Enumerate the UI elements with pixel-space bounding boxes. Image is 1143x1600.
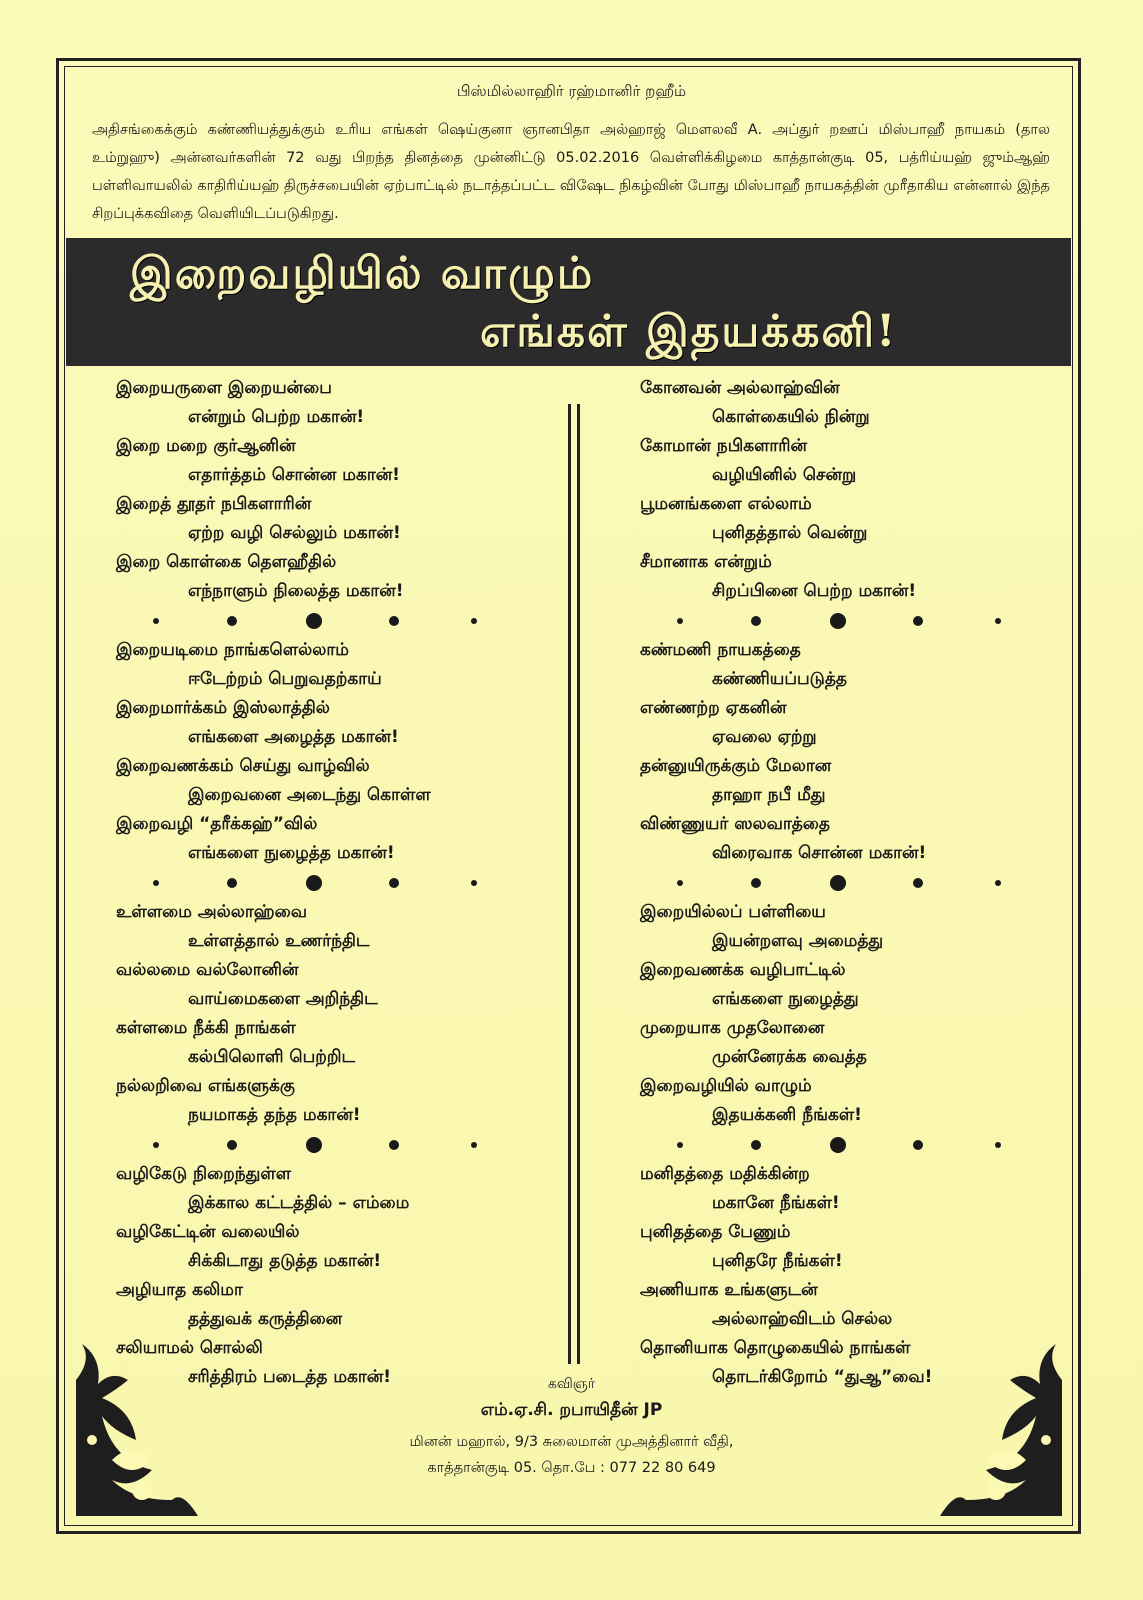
poem-line: புனிதத்தை பேணும்: [640, 1222, 791, 1242]
separator-dot: [995, 1142, 1001, 1148]
separator-dot: [153, 880, 159, 886]
stanza-separator: [640, 868, 1060, 898]
poem-line: இறையில்லப் பள்ளியை: [640, 902, 826, 922]
poem-line: கொள்கையில் நின்று: [712, 407, 870, 427]
poem-line: நயமாகத் தந்த மகான்!: [188, 1105, 361, 1125]
separator-dot: [677, 880, 683, 886]
separator-dot: [995, 618, 1001, 624]
poem-line: தத்துவக் கருத்தினை: [188, 1309, 343, 1329]
poem-line: வல்லமை வல்லோனின்: [116, 960, 299, 980]
poem-line: எண்ணற்ற ஏகனின்: [640, 698, 787, 718]
poem-line: மகானே நீங்கள்!: [712, 1193, 840, 1213]
poem-line: கண்ணியப்படுத்த: [712, 669, 847, 689]
poem-line: அழியாத கலிமா: [116, 1280, 243, 1300]
stanza-separator: [640, 1130, 1060, 1160]
poem-line: என்றும் பெற்ற மகான்!: [188, 407, 365, 427]
poem-line: இறைத் தூதர் நபிகளாரின்: [116, 494, 312, 514]
poem-line: முறையாக முதலோனை: [640, 1018, 825, 1038]
poem-line: தொடர்கிறோம் “துஆ”வை!: [712, 1367, 933, 1387]
separator-dot: [913, 1140, 923, 1150]
separator-dot: [227, 878, 237, 888]
separator-dot: [471, 880, 477, 886]
poem-line: எங்களை நுழைத்த மகான்!: [188, 843, 395, 863]
poem-line: இறைவழி “தரீக்கஹ்”வில்: [116, 814, 318, 834]
poem-line: எதார்த்தம் சொன்ன மகான்!: [188, 465, 400, 485]
poem-line: கல்பிலொளி பெற்றிட: [188, 1047, 356, 1067]
poet-address-line-1: மினன் மஹால், 9/3 சுலைமான் முஅத்தினார் வீதி,: [409, 1434, 734, 1450]
poem-line: கள்ளமை நீக்கி நாங்கள்: [116, 1018, 296, 1038]
poem-line: இறையடிமை நாங்களெல்லாம்: [116, 640, 349, 660]
poem-line: கண்மணி நாயகத்தை: [640, 640, 801, 660]
title-line-1: இறைவழியில் வாழும்: [130, 248, 595, 299]
poem-line: கோனவன் அல்லாஹ்வின்: [640, 378, 840, 398]
separator-dot: [389, 616, 399, 626]
separator-dot: [471, 1142, 477, 1148]
poem-line: அணியாக உங்களுடன்: [640, 1280, 818, 1300]
bismillah-heading: பிஸ்மில்லாஹிர் ரஹ்மானிர் றஹீம்: [456, 82, 687, 100]
poem-line: எங்களை நுழைத்து: [712, 989, 859, 1009]
separator-dot: [751, 878, 761, 888]
poem-line: வழியினில் சென்று: [712, 465, 857, 485]
poem-line: சிறப்பினை பெற்ற மகான்!: [712, 581, 917, 601]
poem-line: இறைவணக்க வழிபாட்டில்: [640, 960, 846, 980]
poem-left-column: [116, 374, 536, 1392]
poem-line: சலியாமல் சொல்லி: [116, 1338, 263, 1358]
separator-dot: [389, 878, 399, 888]
poem-line: புனிதத்தால் வென்று: [712, 523, 868, 543]
separator-dot: [227, 1140, 237, 1150]
poem-line: வழிகேடு நிறைந்துள்ள: [116, 1164, 292, 1184]
separator-dot: [306, 1137, 322, 1153]
stanza-separator: [116, 1130, 536, 1160]
separator-dot: [751, 1140, 761, 1150]
separator-dot: [913, 616, 923, 626]
poem-line: இறைமார்க்கம் இஸ்லாத்தில்: [116, 698, 330, 718]
poem-line: புனிதரே நீங்கள்!: [712, 1251, 843, 1271]
poem-line: உள்ளமை அல்லாஹ்வை: [116, 902, 307, 922]
separator-dot: [677, 1142, 683, 1148]
stanza-separator: [116, 868, 536, 898]
poem-line: இறையருளை இறையன்பை: [116, 378, 332, 398]
poem-line: ஈடேற்றம் பெறுவதற்காய்: [188, 669, 382, 689]
poem-line: பூமனங்களை எல்லாம்: [640, 494, 812, 514]
poem-line: வழிகேட்டின் வலையில்: [116, 1222, 300, 1242]
poem-line: முன்னேரக்க வைத்த: [712, 1047, 867, 1067]
poem-line: விண்ணுயர் ஸலவாத்தை: [640, 814, 830, 834]
poem-line: மனிதத்தை மதிக்கின்ற: [640, 1164, 810, 1184]
separator-dot: [153, 1142, 159, 1148]
separator-dot: [153, 618, 159, 624]
separator-dot: [830, 613, 846, 629]
poem-line: விரைவாக சொன்ன மகான்!: [712, 843, 927, 863]
poem-line: கோமான் நபிகளாரின்: [640, 436, 808, 456]
separator-dot: [913, 878, 923, 888]
poem-line: இறை மறை குர்ஆனின்: [116, 436, 296, 456]
poem-line: தொனியாக தொழுகையில் நாங்கள்: [640, 1338, 911, 1358]
poem-line: இறை கொள்கை தௌஹீதில்: [116, 552, 337, 572]
separator-dot: [471, 618, 477, 624]
poem-line: இக்கால கட்டத்தில் – எம்மை: [188, 1193, 410, 1213]
poem-line: ஏற்ற வழி செல்லும் மகான்!: [188, 523, 401, 543]
poem-line: எந்நாளும் நிலைத்த மகான்!: [188, 581, 404, 601]
separator-dot: [227, 616, 237, 626]
poem-line: தன்னுயிருக்கும் மேலான: [640, 756, 832, 776]
poem-line: சிக்கிடாது தடுத்த மகான்!: [188, 1251, 382, 1271]
separator-dot: [306, 875, 322, 891]
intro-paragraph: அதிசங்கைக்கும் கண்ணியத்துக்கும் உரிய எங்கள் ஷெய்குனா ஞானபிதா அல்ஹாஜ் மௌலவீ A. அப்துர் றஊப் மிஸ்பாஹீ நாயகம் (தால உம்றுஹு) அன்னவர்களின் 72 வது பிறந்த தினத்தை முன்னிட்டு 05.02.2016 வெள்ளிக்கிழமை காத்தான்குடி 05, பத்ரிய்யஹ் ஜும்ஆஹ் பள்ளிவாயலில் காதிரிய்யஹ் திருச்சபையின் ஏற்பாட்டில் நடாத்தப்பட்ட விஷேட நிகழ்வின் போது மிஸ்பாஹீ நாயகத்தின் முரீதாகிய என்னால் இந்த சிறப்புக்கவிதை வெளியிடப்படுகிறது.: [92, 122, 1050, 222]
poem-line: இறைவணக்கம் செய்து வாழ்வில்: [116, 756, 370, 776]
stanza-separator: [116, 606, 536, 636]
poem-line: சீமானாக என்றும்: [640, 552, 772, 572]
column-divider: [568, 404, 580, 1364]
poem-right-column: [640, 374, 1060, 1392]
poem-line: உள்ளத்தால் உணர்ந்திட: [188, 931, 370, 951]
poet-label: கவிஞர்: [547, 1376, 596, 1392]
stanza-separator: [640, 606, 1060, 636]
separator-dot: [830, 1137, 846, 1153]
poem-line: இறைவனை அடைந்து கொள்ள: [188, 785, 431, 805]
poem-line: அல்லாஹ்விடம் செல்ல: [712, 1309, 893, 1329]
separator-dot: [995, 880, 1001, 886]
poet-name: எம்.ஏ.சி. றபாயிதீன் JP: [480, 1400, 663, 1420]
poem-line: இதயக்கனி நீங்கள்!: [712, 1105, 862, 1125]
poem-line: எங்களை அழைத்த மகான்!: [188, 727, 399, 747]
poem-line: தாஹா நபீ மீது: [712, 785, 826, 805]
separator-dot: [751, 616, 761, 626]
poem-line: வாய்மைகளை அறிந்திட: [188, 989, 378, 1009]
separator-dot: [306, 613, 322, 629]
ornamental-corner-right-icon: [936, 1340, 1066, 1520]
poem-line: நல்லறிவை எங்களுக்கு: [116, 1076, 295, 1096]
separator-dot: [389, 1140, 399, 1150]
ornamental-corner-left-icon: [72, 1340, 202, 1520]
poet-address-line-2: காத்தான்குடி 05. தொ.பே : 077 22 80 649: [427, 1460, 716, 1476]
poem-line: இறைவழியில் வாழும்: [640, 1076, 812, 1096]
separator-dot: [677, 618, 683, 624]
title-line-2: எங்கள் இதயக்கனி!: [480, 306, 898, 357]
poem-line: இயன்றளவு அமைத்து: [712, 931, 884, 951]
poem-line: ஏவலை ஏற்று: [712, 727, 817, 747]
separator-dot: [830, 875, 846, 891]
poem-line: சரித்திரம் படைத்த மகான்!: [188, 1367, 392, 1387]
